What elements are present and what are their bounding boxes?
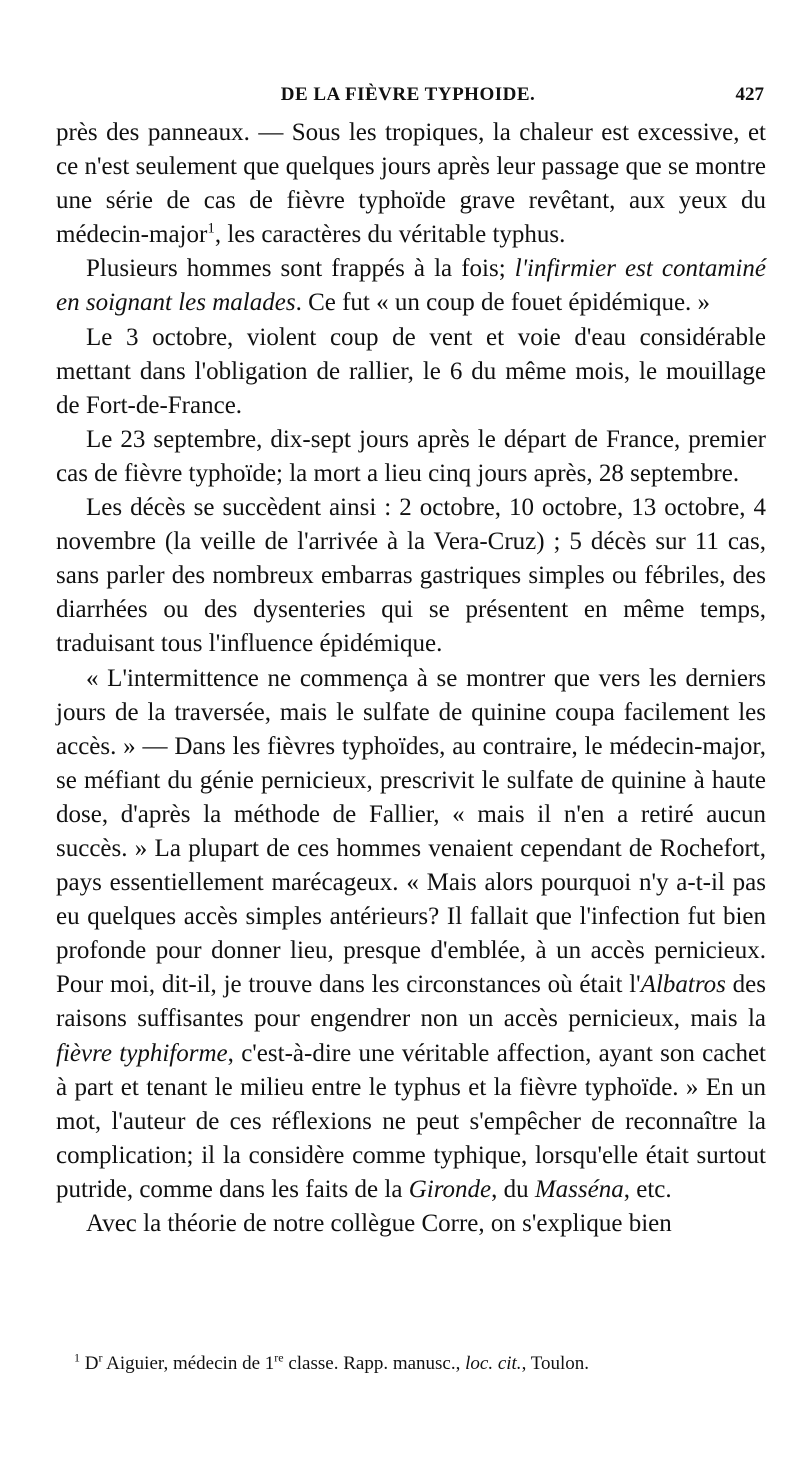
paragraph-p4 — [56, 423, 766, 491]
text-run: , du — [491, 1175, 535, 1203]
text-run: Les décès se succèdent ainsi : 2 octobre, 10 octobre, 13 octobre, 4 novembre (la veille de l'arrivée à la Vera-Cruz) ; 5 décès sur 11 cas, sans parler des nombreux embarras gastriques simples ou fébriles, des diarrhées ou des dysenteries qui se présentent en même temps, traduisant tous l'influence épidémique. — [56, 494, 766, 658]
italic-text: fièvre typhiforme — [56, 1039, 228, 1067]
text-run: . Ce fut « un coup de fouet épidémique. » — [295, 289, 711, 317]
running-header — [52, 84, 764, 114]
text-run: Le 23 septembre, dix-sept jours après le départ de France, premier cas de fièvre typhoïde; la mort a lieu cinq jours après, 28 septembre. — [56, 425, 766, 487]
text-run: , c'est-à-dire une véritable affection, ayant son cachet à part et tenant le milieu entre le typhus et la fièvre typhoïde. » En un mot, l'auteur de ces réflexions ne peut s'empêcher de reconnaître la complication; il la considère comme typhique, lorsqu'elle était surtout putride, comme dans les faits de la — [56, 1039, 767, 1203]
text-run: Plusieurs hommes sont frappés à la fois; — [86, 255, 515, 283]
superscript: 1 — [207, 220, 215, 237]
footnote — [56, 1352, 766, 1376]
text-run: , Toulon. — [521, 1353, 590, 1374]
running-title: DE LA FIÈVRE TYPHOIDE. — [280, 84, 536, 105]
italic-text: l'infirmier est contaminé en soignant les malades — [56, 255, 766, 317]
paragraph-p7 — [56, 1207, 766, 1241]
footnote-marker: 1 — [74, 1350, 80, 1365]
paragraph-p2 — [56, 252, 766, 320]
text-run: , les caractères du véritable typhus. — [214, 221, 566, 249]
text-run: Aiguier, médecin de 1 — [102, 1353, 275, 1374]
italic-text: Gironde — [408, 1175, 492, 1203]
page-number: 427 — [735, 84, 764, 105]
paragraph-p1 — [56, 116, 766, 252]
italic-text: Albatros — [640, 971, 726, 999]
text-run: Le 3 octobre, violent coup de vent et voie d'eau considérable mettant dans l'obligation de rallier, le 6 du même mois, le mouillage de Fort-de-France. — [56, 323, 766, 419]
superscript: r — [98, 1350, 103, 1365]
text-run: « L'intermittence ne commença à se montrer que vers les derniers jours de la traversée, mais le sulfate de quinine coupa facilement les accès. » — Dans les fièvres typhoïdes, au contraire, le médecin-major, se méfiant du génie pernicieux, prescrivit le sulfate de quinine à haute dose, d'après la méthode de Fallier, « mais il n'en a retiré aucun succès. » La plupart de ces hommes venaient cependant de Rochefort, pays essentiellement marécageux. « Mais alors pourquoi n'y a-t-il pas eu quelques accès simples antérieurs? Il fallait que l'infection fut bien profonde pour donner lieu, presque d'emblée, à un accès pernicieux. Pour moi, dit-il, je trouve dans les circonstances où était l' — [56, 664, 766, 999]
text-run: , etc. — [623, 1175, 672, 1203]
superscript: re — [274, 1350, 284, 1365]
text-run: classe. Rapp. manusc., — [283, 1353, 466, 1374]
italic-text: loc. cit. — [465, 1353, 522, 1374]
body-text — [56, 116, 766, 1241]
text-run: Avec la théorie de notre collègue Corre, on s'explique bien — [86, 1210, 672, 1237]
paragraph-p5 — [56, 491, 766, 661]
text-run: D — [84, 1353, 99, 1374]
paragraph-p3 — [56, 321, 766, 423]
paragraph-p6 — [56, 662, 766, 1208]
italic-text: Masséna — [534, 1175, 624, 1203]
text-run: près des panneaux. — Sous les tropiques, la chaleur est excessive, et ce n'est seulement que quelques jours après leur passage que se montre une série de cas de fièvre typhoïde grave revêtant, aux yeux du médecin-major — [56, 119, 766, 249]
text-run: des raisons suffisantes pour engendrer non un accès pernicieux, mais la — [56, 971, 766, 1033]
